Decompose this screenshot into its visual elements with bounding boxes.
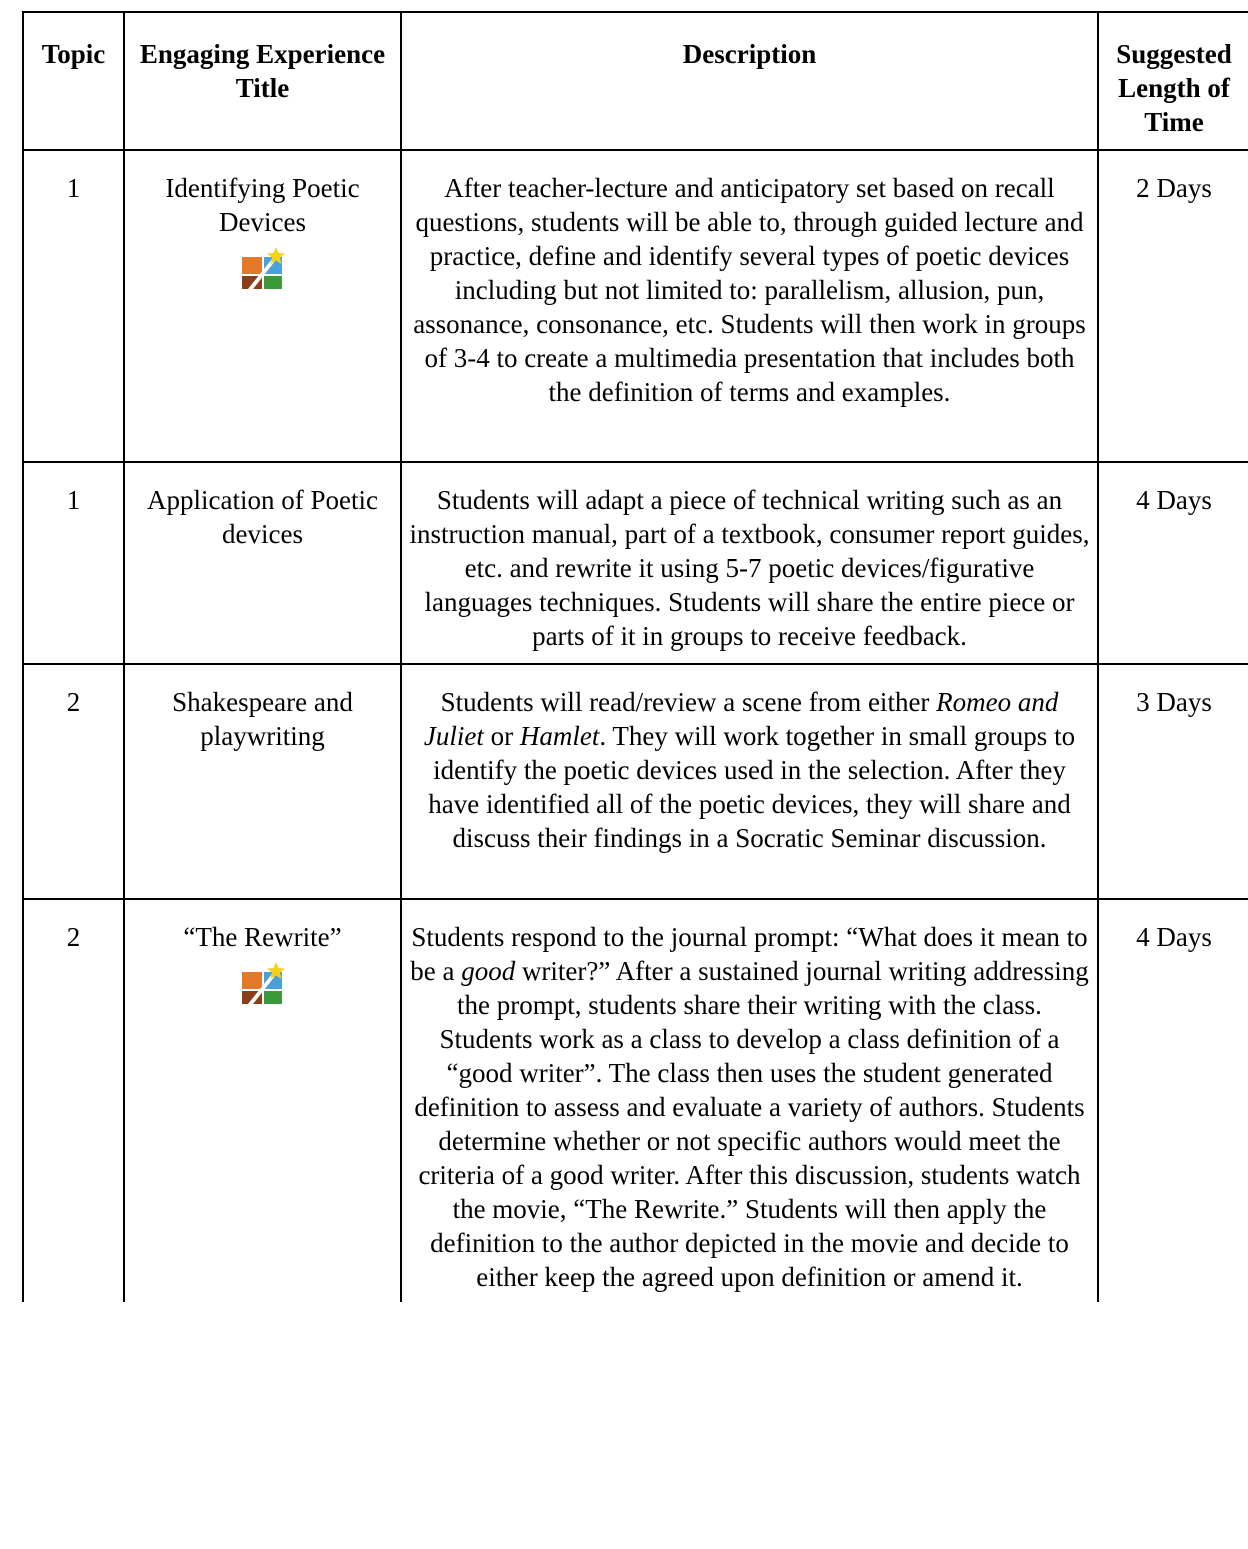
description-cell — [401, 664, 1098, 899]
title-cell — [124, 150, 401, 462]
description-text: Students respond to the journal prompt: “What does it mean to be a — [410, 922, 1088, 986]
work-title-romeo-and-juliet: Romeo and Juliet — [423, 687, 1059, 751]
title-cell: Shakespeare and playwriting — [124, 664, 401, 899]
length-cell: 4 Days — [1098, 899, 1248, 1302]
experience-title: Identifying Poetic Devices — [165, 173, 360, 237]
length-cell: 3 Days — [1098, 664, 1248, 899]
table-row — [23, 899, 1248, 1302]
table-row — [23, 664, 1248, 899]
description-text: . They will work together in small groups to identify the poetic devices used in the selection. After they have identified all of the poetic devices, they will share and discuss their findings in a Socratic Seminar discussion. — [428, 721, 1076, 853]
description-cell: After teacher-lecture and anticipatory set based on recall questions, students will be able to, through guided lecture and practice, define and identify several types of poetic devices including but not limited to: parallelism, allusion, pun, assonance, consonance, etc. Students will then work in groups of 3-4 to create a multimedia presentation that includes both the definition of terms and examples. — [401, 150, 1098, 462]
description-text: Students will read/review a scene from either — [440, 687, 937, 717]
header-description: Description — [401, 12, 1098, 150]
length-cell: 2 Days — [1098, 150, 1248, 462]
description-cell: Students will adapt a piece of technical writing such as an instruction manual, part of a textbook, consumer report guides, etc. and rewrite it using 5-7 poetic devices/figurative languages techniques. Students will share the entire piece or parts of it in groups to receive feedback. — [401, 462, 1098, 664]
ubd-logo-icon — [240, 960, 286, 1006]
description-text: or — [483, 721, 520, 751]
table-row — [23, 462, 1248, 664]
description-text: writer?” After a sustained journal writing addressing the prompt, students share their writing with the class. Students work as a class to develop a class definition of a “good writer”. The class then uses the student generated definition to assess and evaluate a variety of authors. Students determine whether or not specific authors would meet the criteria of a good writer. After this discussion, students watch the movie, “The Rewrite.” Students will then apply the definition to the author depicted in the movie and decide to either keep the agreed upon definition or amend it. — [414, 956, 1089, 1292]
topic-cell: 2 — [23, 899, 124, 1302]
emphasis-good: good — [461, 956, 516, 986]
ubd-logo-icon — [240, 245, 286, 291]
topic-cell: 2 — [23, 664, 124, 899]
header-title: Engaging Experience Title — [124, 12, 401, 150]
title-cell: Application of Poetic devices — [124, 462, 401, 664]
topic-cell: 1 — [23, 462, 124, 664]
length-cell: 4 Days — [1098, 462, 1248, 664]
work-title-hamlet: Hamlet — [519, 721, 600, 751]
experience-title: “The Rewrite” — [183, 922, 342, 952]
header-topic: Topic — [23, 12, 124, 150]
engaging-experiences-table — [22, 11, 1248, 1302]
table-header-row — [23, 12, 1248, 150]
title-cell — [124, 899, 401, 1302]
topic-cell: 1 — [23, 150, 124, 462]
description-cell — [401, 899, 1098, 1302]
header-length: Suggested Length of Time — [1098, 12, 1248, 150]
table-row — [23, 150, 1248, 462]
